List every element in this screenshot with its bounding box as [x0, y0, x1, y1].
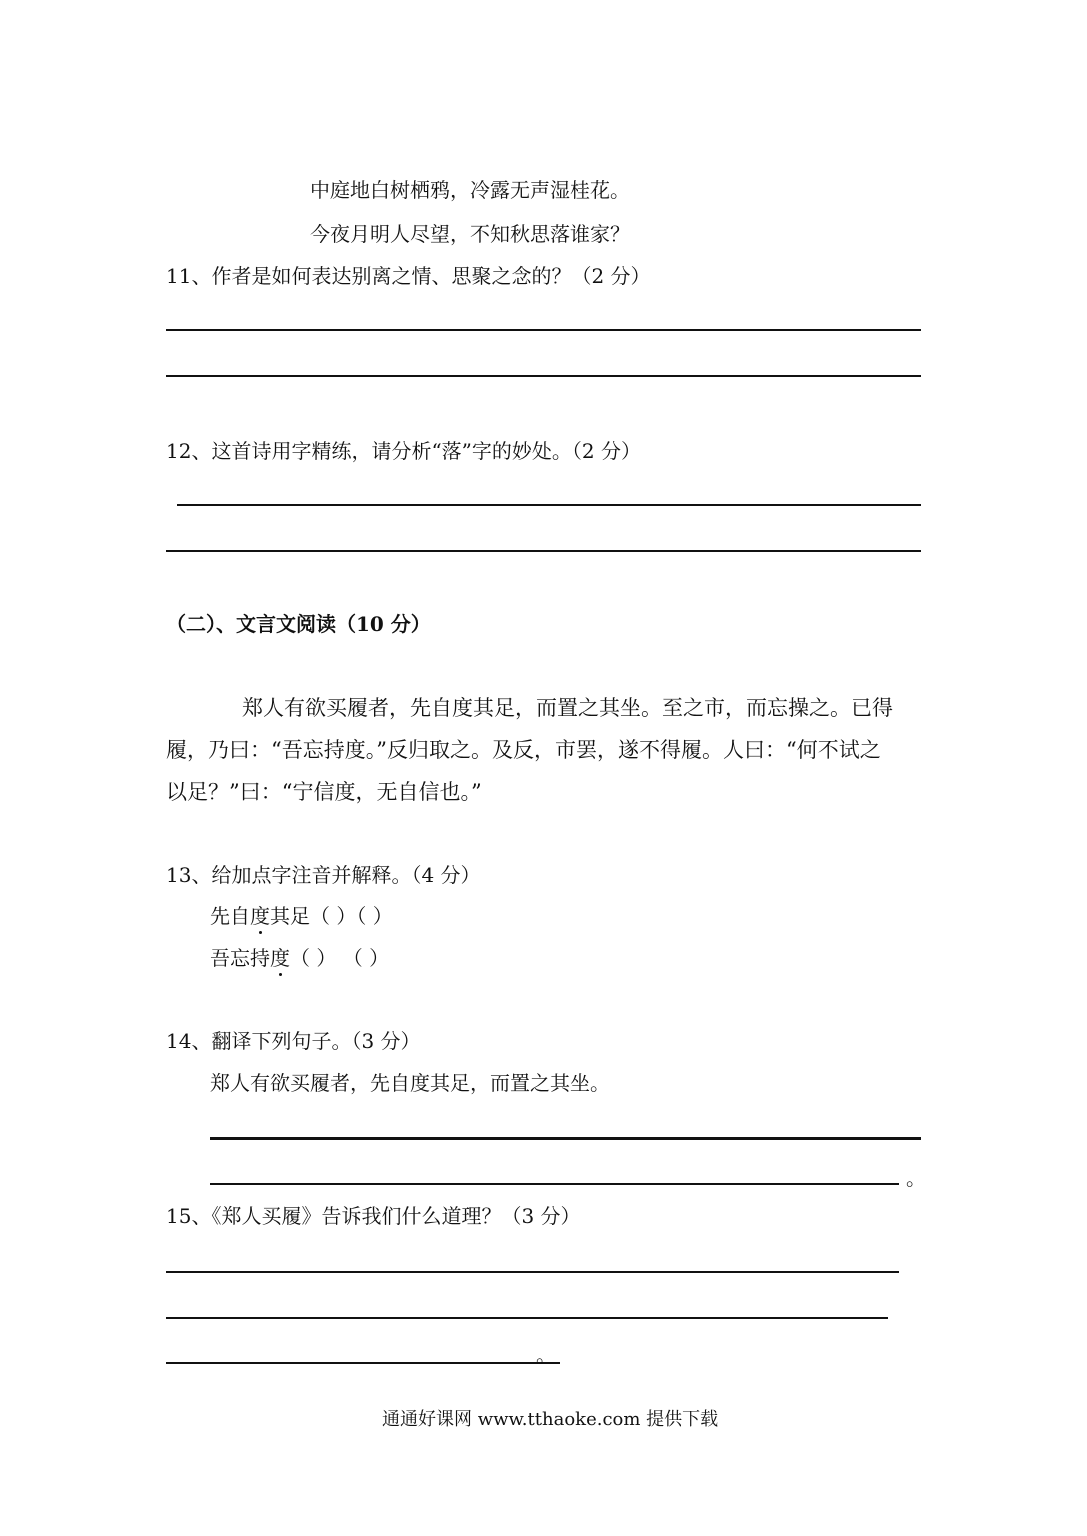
- answer-line-15c: [166, 1362, 560, 1364]
- answer-line-12b: [166, 550, 921, 552]
- answer-line-14b: [210, 1183, 899, 1185]
- answer-line-11b: [166, 375, 921, 377]
- question-11: 11、作者是如何表达别离之情、思聚之念的？（2 分）: [166, 264, 651, 288]
- section-heading: （二）、文言文阅读（10 分）: [166, 612, 431, 636]
- poem-line-1: 中庭地白树栖鸦，冷露无声湿桂花。: [310, 178, 630, 202]
- answer-line-12a: [177, 504, 921, 506]
- q13-item-1-post: 其足（ ）（ ）: [270, 904, 393, 928]
- question-15: 15、《郑人买履》告诉我们什么道理？（3 分）: [166, 1204, 581, 1228]
- dotted-char-2: 度: [270, 946, 290, 970]
- q13-item-1: [210, 906, 393, 926]
- passage-line-3: 以足？”曰：“宁信度，无自信也。”: [166, 780, 482, 804]
- q15-end-mark: 。: [536, 1343, 556, 1367]
- q14-end-mark: 。: [906, 1166, 926, 1190]
- footer-text: 通通好课网 www.tthaoke.com 提供下载: [382, 1409, 719, 1430]
- answer-line-15a: [166, 1271, 899, 1273]
- q14-sentence: 郑人有欲买履者，先自度其足，而置之其坐。: [210, 1071, 610, 1095]
- passage-line-1: 郑人有欲买履者，先自度其足，而置之其坐。至之市，而忘操之。已得: [242, 696, 893, 720]
- answer-line-14a: [210, 1137, 921, 1140]
- answer-line-11a: [166, 329, 921, 331]
- question-13: 13、给加点字注音并解释。（4 分）: [166, 863, 481, 887]
- dotted-char-1: 度: [250, 904, 270, 928]
- question-12: 12、这首诗用字精练，请分析“落”字的妙处。（2 分）: [166, 439, 641, 463]
- question-14: 14、翻译下列句子。（3 分）: [166, 1029, 421, 1053]
- answer-line-15b: [166, 1317, 888, 1319]
- q13-item-1-pre: 先自: [210, 904, 250, 928]
- passage-line-2: 履，乃曰：“吾忘持度。”反归取之。及反，市罢，遂不得履。人曰：“何不试之: [166, 738, 881, 762]
- q13-item-2: [210, 948, 389, 968]
- q13-item-2-pre: 吾忘持: [210, 946, 270, 970]
- poem-line-2: 今夜月明人尽望，不知秋思落谁家？: [310, 222, 630, 246]
- q13-item-2-post: （ ） （ ）: [290, 946, 390, 970]
